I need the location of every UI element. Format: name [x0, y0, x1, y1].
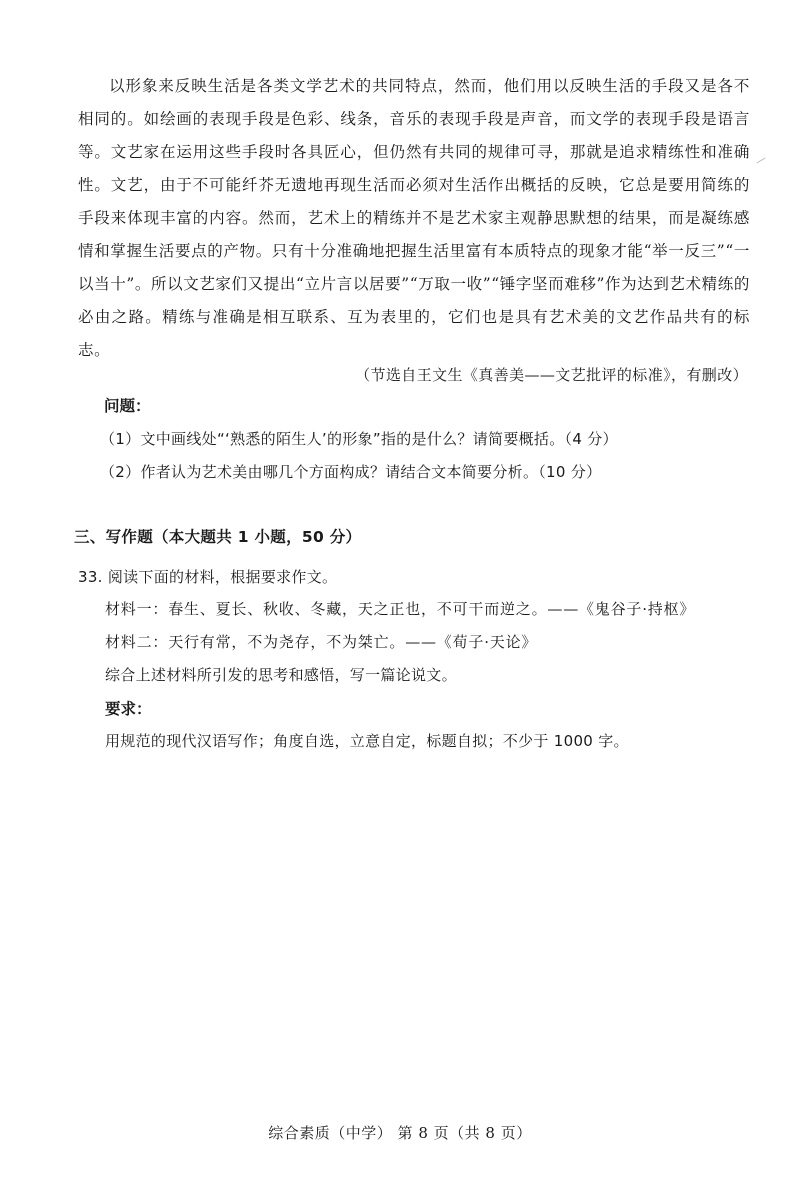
reading-passage: 以形象来反映生活是各类文学艺术的共同特点，然而，他们用以反映生活的手段又是各不相同的。如绘画的表现手段是色彩、线条，音乐的表现手段是声音，而文学的表现手段是语言等。文艺家在运用这些手段时各具匠心，但仍然有共同的规律可寻，那就是追求精练性和准确性。文艺，由于不可能纤芥无遗地再现生活而必须对生活作出概括的反映，它总是要用简练的手段来体现丰富的内容。然而，艺术上的精练并不是艺术家主观静思默想的结果，而是凝练感情和掌握生活要点的产物。只有十分准确地把握生活里富有本质特点的现象才能“举一反三”“一以当十”。所以文艺家们又提出“立片言以居要”“万取一收”“锤字坚而难移”作为达到艺术精练的必由之路。精练与准确是相互联系、互为表里的，它们也是具有艺术美的文艺作品共有的标志。: [78, 77, 750, 359]
requirements-text: 用规范的现代汉语写作；角度自选，立意自定，标题自拟；不少于 1000 字。: [105, 732, 629, 750]
requirements-heading: 要求：: [105, 700, 152, 718]
writing-task: 33. 阅读下面的材料，根据要求作文。: [78, 568, 338, 586]
page-footer: 综合素质（中学） 第 8 页（共 8 页）: [268, 1124, 532, 1142]
writing-instruction: 综合上述材料所引发的思考和感悟，写一篇论说文。: [105, 666, 457, 684]
scan-mark: [756, 158, 765, 164]
question-2: （2）作者认为艺术美由哪几个方面构成？请结合文本简要分析。（10 分）: [100, 463, 602, 481]
questions-heading: 问题：: [104, 397, 151, 415]
passage-source: （节选自王文生《真善美——文艺批评的标准》，有删改）: [355, 366, 748, 384]
question-1: （1）文中画线处“‘熟悉的陌生人’的形象”指的是什么？请简要概括。（4 分）: [100, 430, 618, 448]
material-2: 材料二：天行有常，不为尧存，不为桀亡。——《荀子·天论》: [105, 633, 538, 651]
material-1: 材料一：春生、夏长、秋收、冬藏，天之正也，不可干而逆之。——《鬼谷子·持枢》: [105, 600, 696, 618]
writing-section-heading: 三、写作题（本大题共 1 小题，50 分）: [74, 528, 362, 546]
